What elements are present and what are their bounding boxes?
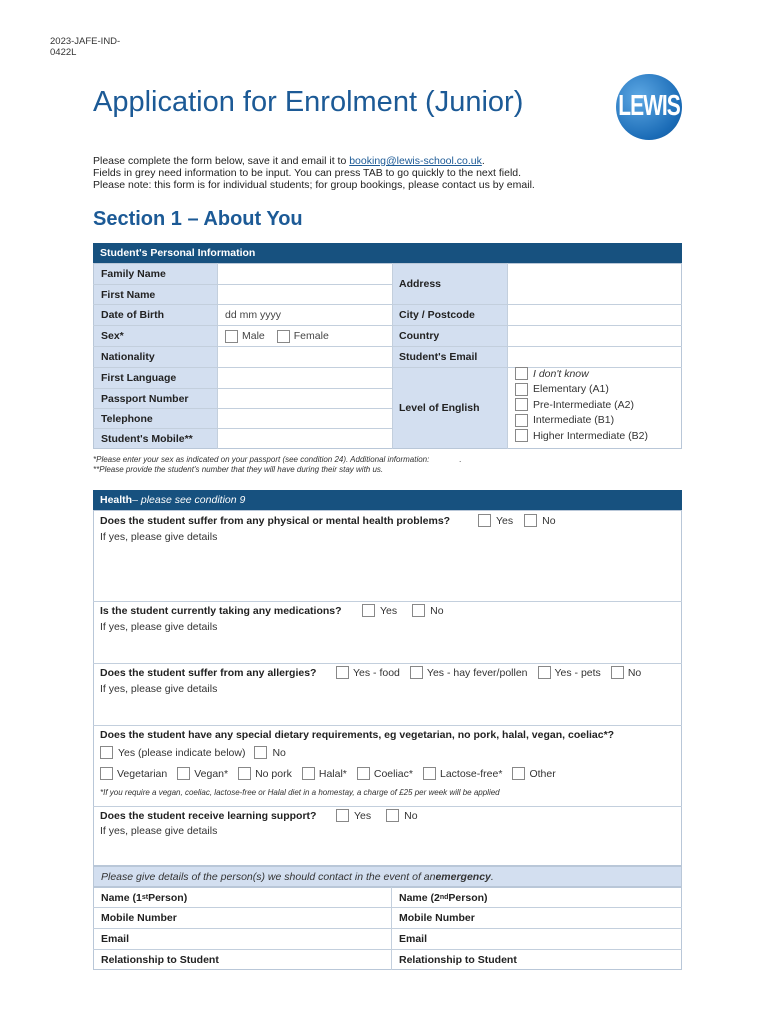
mobile-field[interactable] [218, 429, 392, 448]
row-divider [93, 408, 392, 409]
q5-yes-label: Yes [354, 809, 372, 822]
address-label: Address [392, 264, 507, 304]
level-b1-checkbox[interactable] [515, 414, 528, 427]
dob-label: Date of Birth [94, 305, 217, 325]
address-field[interactable] [508, 264, 681, 304]
emergency-intro-text: Please give details of the person(s) we should contact in the event of an [101, 870, 436, 883]
q1-no-label: No [542, 514, 556, 527]
contact1-email-label: Email [101, 933, 130, 945]
intro-line2: Fields in grey need information to be input. You can press TAB to go quickly to the next field. [93, 167, 522, 179]
q1-yes-checkbox[interactable] [478, 514, 491, 527]
nationality-field[interactable] [218, 347, 392, 367]
q2-yes-label: Yes [380, 604, 398, 617]
sex-footnote-dot: . [459, 455, 462, 464]
contact1-name-text-end: Person) [148, 891, 188, 904]
nationality-label: Nationality [94, 347, 217, 367]
diet-option-label: Vegetarian [117, 767, 168, 780]
contact2-mobile-label: Mobile Number [399, 912, 475, 924]
q5-details-prompt: If yes, please give details [100, 825, 218, 837]
student-email-label: Student's Email [392, 347, 507, 367]
level-option-label: Intermediate (B1) [533, 414, 615, 427]
diet-coeliac-checkbox[interactable] [357, 767, 370, 780]
level-b2-checkbox[interactable] [515, 429, 528, 442]
first-name-label: First Name [94, 285, 217, 304]
contact2-name-label [392, 888, 681, 907]
logo-text: LEWIS [618, 90, 680, 122]
row-divider [93, 725, 682, 726]
sex-footnote [93, 455, 462, 464]
section-1-title: Section 1 – About You [93, 208, 303, 230]
health-q1: Does the student suffer from any physical or mental health problems? [100, 515, 451, 527]
col-divider [392, 263, 393, 449]
passport-field[interactable] [218, 389, 392, 408]
mobile-label: Student's Mobile** [94, 429, 217, 448]
health-header [93, 490, 682, 510]
q5-options [336, 809, 418, 822]
diet-option-label: No pork [255, 767, 292, 780]
female-checkbox[interactable] [277, 330, 290, 343]
intro-line1-prefix: Please complete the form below, save it and email it to [93, 155, 350, 167]
row-divider [93, 388, 392, 389]
q1-no-checkbox[interactable] [524, 514, 537, 527]
diet-vegetarian-checkbox[interactable] [100, 767, 113, 780]
lewis-logo [616, 74, 682, 140]
level-a1-checkbox[interactable] [515, 383, 528, 396]
intro-line1-suffix: . [481, 155, 485, 167]
health-header-bold: Health [100, 494, 133, 506]
allergy-hayfever-checkbox[interactable] [410, 666, 423, 679]
diet-other-checkbox[interactable] [512, 767, 525, 780]
col-divider [507, 263, 508, 449]
allergy-pets-label: Yes - pets [554, 666, 601, 679]
telephone-field[interactable] [218, 409, 392, 428]
emergency-intro [93, 866, 682, 887]
col-divider [217, 263, 218, 449]
q5-no-label: No [404, 809, 418, 822]
health-header-condition: – please see condition 9 [132, 494, 246, 506]
row-divider [93, 325, 682, 326]
diet-lactose-checkbox[interactable] [423, 767, 436, 780]
emergency-intro-suffix: . [490, 870, 494, 883]
english-level-options [515, 366, 648, 444]
contact2-name-text-end: Person) [448, 891, 488, 904]
q2-no-label: No [430, 604, 444, 617]
contact2-name-text: Name (2 [399, 891, 440, 904]
contact1-name-label [94, 888, 390, 907]
page-title: Application for Enrolment (Junior) [93, 86, 524, 118]
row-divider [93, 304, 682, 305]
intro-text [93, 155, 535, 191]
booking-email-link[interactable]: booking@lewis-school.co.uk [349, 155, 482, 167]
allergy-pets-checkbox[interactable] [538, 666, 551, 679]
sex-label: Sex* [94, 326, 217, 346]
city-label: City / Postcode [392, 305, 507, 325]
row-divider [93, 284, 392, 285]
allergy-hayfever-label: Yes - hay fever/pollen [426, 666, 528, 679]
row-divider [93, 428, 392, 429]
sex-options [218, 326, 392, 346]
row-divider [93, 663, 682, 664]
allergy-food-checkbox[interactable] [336, 666, 349, 679]
family-name-label: Family Name [94, 264, 217, 284]
diet-vegan-checkbox[interactable] [177, 767, 190, 780]
personal-info-header: Student's Personal Information [93, 243, 682, 263]
level-option-label: Elementary (A1) [533, 383, 609, 396]
diet-yes-checkbox[interactable] [100, 746, 113, 759]
health-q4: Does the student have any special dietary requirements, eg vegetarian, no pork, halal, vegan, coeliac*? [100, 729, 615, 741]
diet-options [100, 767, 556, 780]
allergy-no-label: No [627, 666, 642, 679]
q4-yes-no [100, 746, 286, 759]
contact2-email-label: Email [399, 933, 428, 945]
q1-options [478, 514, 556, 527]
telephone-label: Telephone [94, 409, 217, 428]
q2-yes-checkbox[interactable] [362, 604, 375, 617]
level-english-label: Level of English [392, 368, 507, 448]
row-divider [93, 806, 682, 807]
contact1-name-text: Name (1 [101, 891, 142, 904]
level-option-label: I don't know [533, 367, 589, 380]
document-reference: 2023-JAFE-IND-0422L [50, 36, 121, 58]
diet-no-checkbox[interactable] [254, 746, 267, 759]
diet-no-label: No [272, 746, 286, 759]
country-label: Country [392, 326, 507, 346]
intro-line3: Please note: this form is for individual students; for group bookings, please contact us by email. [93, 179, 535, 191]
passport-label: Passport Number [94, 389, 217, 408]
health-q3: Does the student suffer from any allergies? [100, 667, 317, 679]
row-divider [93, 601, 682, 602]
level-option-label: Pre-Intermediate (A2) [533, 398, 634, 411]
contact1-name-suffix: st [141, 894, 149, 901]
family-name-field[interactable] [218, 264, 392, 284]
contact1-mobile-label: Mobile Number [101, 912, 177, 924]
sex-footnote-text: *Please enter your sex as indicated on your passport (see condition 24). Additional information: [93, 455, 430, 464]
q1-details-prompt: If yes, please give details [100, 531, 218, 543]
emergency-intro-bold: emergency [435, 870, 491, 883]
q5-no-checkbox[interactable] [386, 809, 399, 822]
diet-option-label: Vegan* [194, 767, 229, 780]
diet-option-label: Lactose-free* [439, 767, 503, 780]
diet-yes-label: Yes (please indicate below) [118, 746, 246, 759]
q3-details-prompt: If yes, please give details [100, 683, 218, 695]
level-dont-know-checkbox[interactable] [515, 367, 528, 380]
level-option-label: Higher Intermediate (B2) [533, 429, 648, 442]
row-divider [93, 346, 682, 347]
contact2-relationship-label: Relationship to Student [399, 953, 517, 966]
male-label: Male [242, 330, 265, 342]
q2-options [362, 604, 444, 617]
allergy-food-label: Yes - food [353, 666, 400, 679]
mobile-footnote: **Please provide the student's number that they will have during their stay with us. [93, 465, 384, 474]
health-q5: Does the student receive learning support? [100, 810, 317, 822]
first-language-label: First Language [94, 368, 217, 388]
dob-field[interactable]: dd mm yyyy [218, 305, 392, 325]
allergy-no-checkbox[interactable] [611, 666, 624, 679]
level-a2-checkbox[interactable] [515, 398, 528, 411]
diet-halal-checkbox[interactable] [302, 767, 315, 780]
contact2-name-suffix: nd [439, 894, 449, 901]
city-field[interactable] [508, 305, 681, 325]
country-field[interactable] [508, 326, 681, 346]
contact1-relationship-label: Relationship to Student [101, 953, 219, 966]
diet-option-label: Coeliac* [373, 767, 413, 780]
diet-option-label: Other [529, 767, 556, 780]
q3-options [336, 666, 641, 679]
q1-yes-label: Yes [496, 514, 514, 527]
health-q2: Is the student currently taking any medications? [100, 605, 342, 617]
diet-footnote: *If you require a vegan, coeliac, lactose-free or Halal diet in a homestay, a charge of £25 per week will be applied [100, 788, 500, 797]
q5-yes-checkbox[interactable] [336, 809, 349, 822]
male-checkbox[interactable] [225, 330, 238, 343]
diet-option-label: Halal* [318, 767, 347, 780]
female-label: Female [293, 330, 329, 342]
first-name-field[interactable] [218, 285, 392, 304]
student-email-field[interactable] [508, 347, 681, 367]
q2-details-prompt: If yes, please give details [100, 621, 218, 633]
diet-nopork-checkbox[interactable] [238, 767, 251, 780]
q2-no-checkbox[interactable] [412, 604, 425, 617]
first-language-field[interactable] [218, 368, 392, 388]
